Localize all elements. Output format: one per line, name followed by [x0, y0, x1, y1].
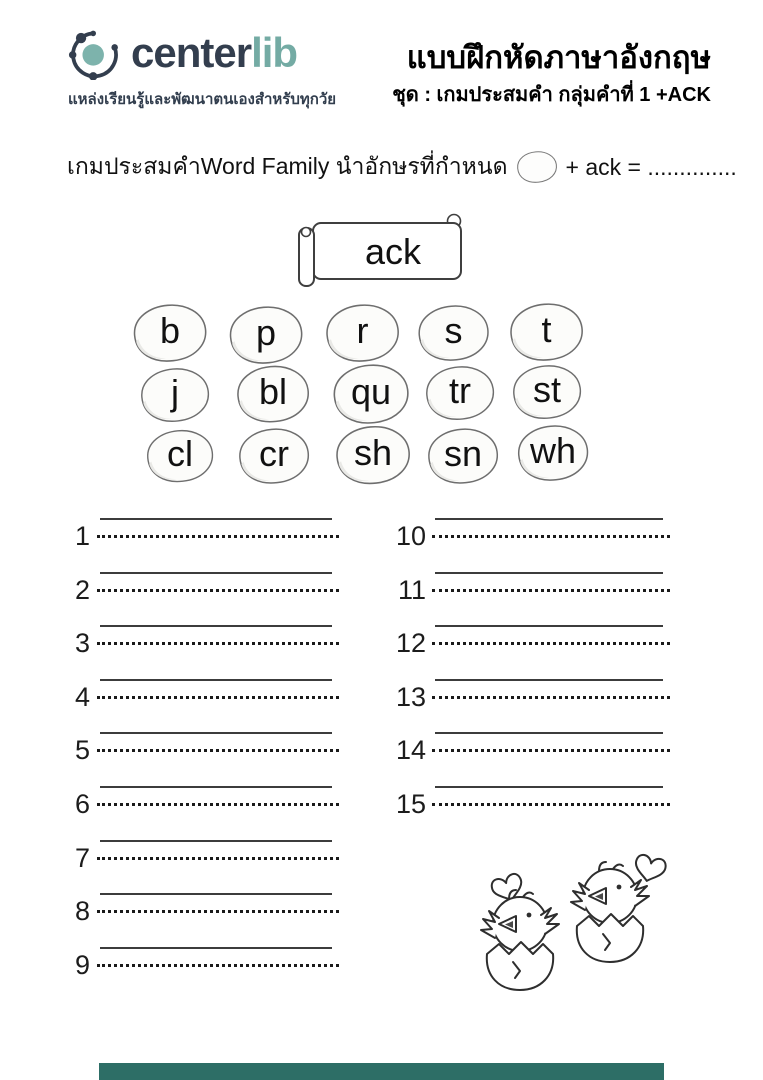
egg-letter: st — [532, 369, 561, 410]
answer-blank — [97, 947, 350, 967]
answer-blank — [97, 840, 350, 860]
header-titles — [392, 40, 711, 110]
egg-letter: sh — [353, 432, 393, 473]
egg-letter: cl — [167, 433, 193, 474]
letter-egg — [324, 303, 401, 363]
letter-egg — [131, 303, 209, 363]
answer-item — [388, 786, 678, 822]
letter-egg — [145, 427, 215, 485]
letter-egg — [426, 426, 500, 486]
logo-text-lib: lib — [251, 29, 298, 76]
chick-icon — [481, 890, 559, 990]
logo-tagline: แหล่งเรียนรู้และพัฒนาตนเองสำหรับทุกวัย — [68, 91, 337, 108]
answer-item — [60, 840, 350, 876]
logo-wordmark — [131, 29, 298, 76]
chick-icon — [571, 862, 649, 962]
scroll-banner — [291, 210, 471, 290]
answer-number: 11 — [397, 575, 426, 605]
answer-number: 2 — [74, 575, 90, 605]
answer-item — [60, 893, 350, 929]
letter-egg — [515, 424, 591, 482]
answer-blank — [97, 625, 350, 645]
answer-number: 12 — [395, 628, 426, 658]
answer-item — [60, 679, 350, 715]
answer-blank — [432, 572, 678, 592]
answer-number: 14 — [395, 735, 426, 765]
letter-egg — [235, 364, 311, 424]
answer-blank — [97, 786, 350, 806]
answer-number: 7 — [74, 843, 90, 873]
instruction-text: เกมประสมคำWord Family นำอักษรที่กำหนด — [67, 153, 508, 179]
answer-blank — [97, 518, 350, 538]
egg-letter: p — [255, 312, 277, 353]
logo-text-center: center — [131, 29, 252, 76]
answer-item — [388, 572, 678, 608]
letter-egg — [331, 363, 411, 425]
letter-egg — [139, 366, 211, 424]
egg-letter: tr — [449, 370, 471, 411]
answer-blank — [97, 679, 350, 699]
network-ring-icon — [68, 26, 124, 80]
letter-egg — [416, 304, 491, 362]
answer-item — [60, 732, 350, 768]
letter-egg — [508, 302, 585, 362]
answer-item — [388, 625, 678, 661]
egg-letter: bl — [258, 371, 288, 412]
answer-number: 3 — [74, 628, 90, 658]
answer-number: 9 — [74, 950, 90, 980]
worksheet-title: แบบฝึกหัดภาษาอังกฤษ — [406, 40, 711, 75]
answer-number: 5 — [74, 735, 90, 765]
egg-letter: b — [159, 310, 181, 351]
centerlib-logo — [68, 26, 336, 111]
answer-item — [388, 732, 678, 768]
banner-word-ending: ack — [364, 231, 422, 272]
instruction-line — [67, 149, 737, 185]
egg-letter: sn — [443, 433, 483, 474]
egg-letter: t — [541, 309, 552, 350]
egg-letter: s — [444, 310, 463, 351]
answer-blank — [97, 732, 350, 752]
answer-number: 13 — [395, 682, 426, 712]
answer-blank — [432, 679, 678, 699]
answer-blank — [432, 625, 678, 645]
egg-letter: cr — [259, 433, 289, 474]
worksheet-subtitle: ชุด : เกมประสมคำ กลุ่มคำที่ 1 +ACK — [392, 83, 711, 106]
letter-egg — [424, 364, 496, 422]
answer-number: 10 — [395, 521, 426, 551]
blank-egg-icon — [516, 150, 558, 184]
egg-letter: wh — [529, 430, 577, 471]
answer-number: 4 — [74, 682, 90, 712]
instruction-equation: + ack = .............. — [565, 153, 737, 180]
answer-blank — [432, 732, 678, 752]
answer-number: 8 — [74, 896, 90, 926]
answer-item — [60, 786, 350, 822]
footer-accent-bar — [99, 1063, 664, 1080]
answer-item — [60, 625, 350, 661]
answer-item — [60, 572, 350, 608]
egg-letter: qu — [350, 371, 392, 412]
answer-item — [388, 518, 678, 554]
heart-icon — [632, 853, 667, 884]
letter-egg — [334, 424, 412, 486]
answer-number: 6 — [74, 789, 90, 819]
egg-letter: j — [171, 372, 179, 413]
answer-item — [60, 518, 350, 554]
egg-letter: r — [356, 310, 369, 351]
answer-item — [388, 679, 678, 715]
answer-blank — [97, 893, 350, 913]
letter-egg — [511, 363, 583, 421]
answer-item — [60, 947, 350, 983]
letter-egg — [227, 305, 305, 365]
letter-egg — [237, 426, 311, 486]
answer-number: 1 — [74, 521, 90, 551]
answer-number: 15 — [395, 789, 426, 819]
hatching-chicks-illustration — [450, 848, 670, 998]
answer-blank — [432, 786, 678, 806]
answer-blank — [432, 518, 678, 538]
answer-blank — [97, 572, 350, 592]
